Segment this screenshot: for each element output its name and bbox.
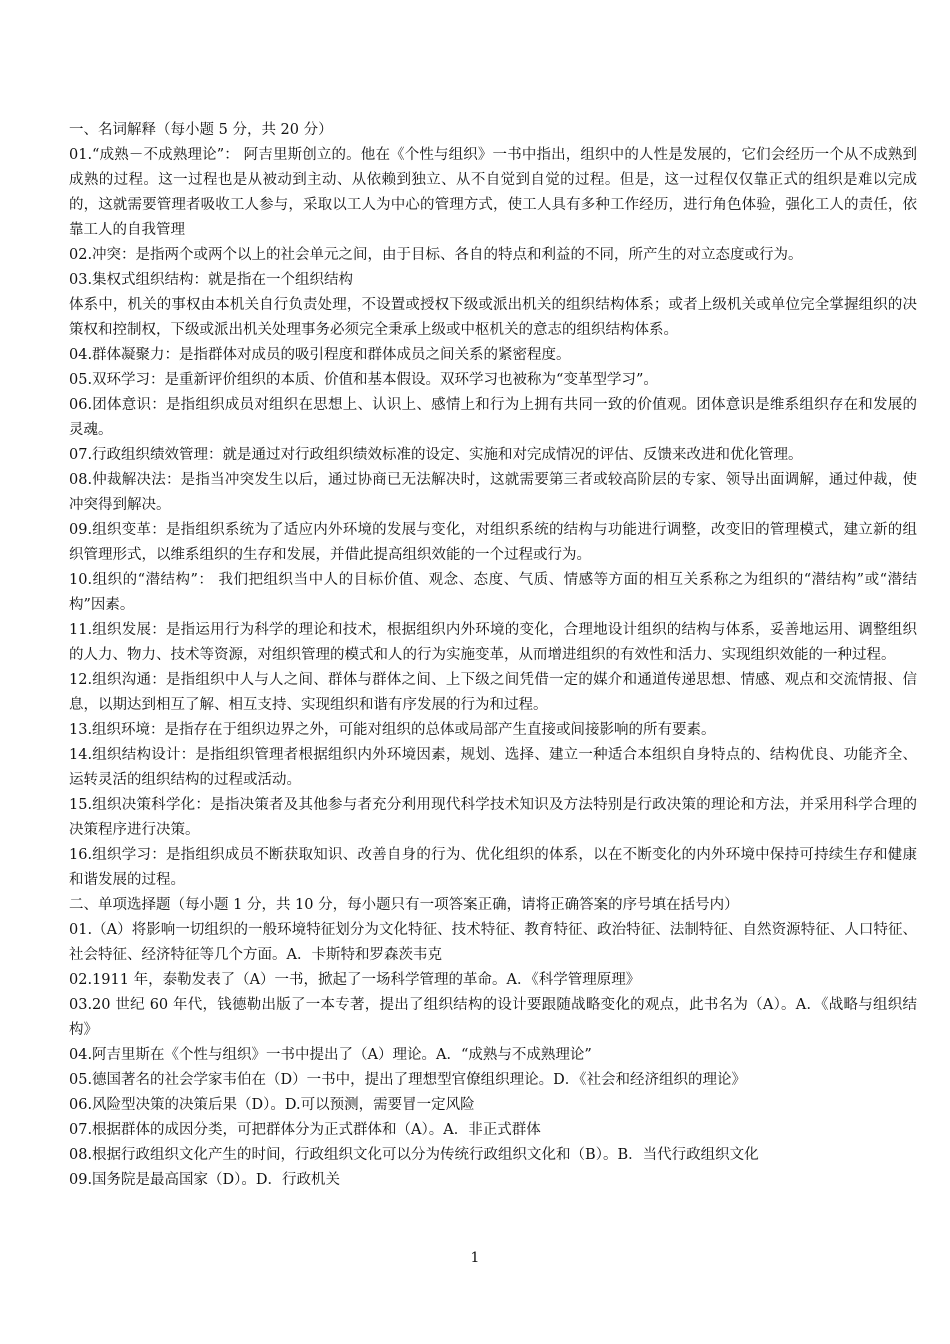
definition-item: 12.组织沟通：是指组织中人与人之间、群体与群体之间、上下级之间凭借一定的媒介和通道传递思想、情感、观点和交流情报、信息，以期达到相互了解、相互支持、实现组织和谐有序发展的行为和过程。	[69, 672, 917, 713]
choice-item: 05.德国著名的社会学家韦伯在（D）一书中，提出了理想型官僚组织理论。D．《社会和经济组织的理论》	[69, 1072, 747, 1088]
definition-item: 06.团体意识：是指组织成员对组织在思想上、认识上、感情上和行为上拥有共同一致的价值观。团体意识是维系组织存在和发展的灵魂。	[69, 397, 917, 438]
section-heading-multiple-choice: 二、单项选择题（每小题 1 分，共 10 分，每小题只有一项答案正确，请将正确答案的序号填在括号内）	[69, 897, 739, 913]
choice-item: 06.风险型决策的决策后果（D）。D.可以预测，需要冒一定风险	[69, 1097, 475, 1113]
choice-item: 08.根据行政组织文化产生的时间，行政组织文化可以分为传统行政组织文化和（B）。B．当代行政组织文化	[69, 1147, 759, 1163]
document-body	[69, 118, 917, 1193]
definition-item: 11.组织发展：是指运用行为科学的理论和技术，根据组织内外环境的变化，合理地设计组织的结构与体系，妥善地运用、调整组织的人力、物力、技术等资源，对组织管理的模式和人的行为实施变革，从而增进组织的有效性和活力、实现组织效能的一种过程。	[69, 622, 917, 663]
choice-item: 01.（A）将影响一切组织的一般环境特征划分为文化特征、技术特征、教育特征、政治特征、法制特征、自然资源特征、人口特征、社会特征、经济特征等几个方面。A．卡斯特和罗森茨韦克	[69, 922, 917, 963]
choice-item: 03.20 世纪 60 年代，钱德勒出版了一本专著，提出了组织结构的设计要跟随战略变化的观点，此书名为（A）。A．《战略与组织结构》	[69, 997, 917, 1038]
choice-item: 02.1911 年，泰勒发表了（A）一书，掀起了一场科学管理的革命。A．《科学管理原理》	[69, 972, 641, 988]
section-heading-definitions: 一、名词解释（每小题 5 分，共 20 分）	[69, 122, 333, 138]
definition-item: 体系中，机关的事权由本机关自行负责处理，不设置或授权下级或派出机关的组织结构体系；或者上级机关或单位完全掌握组织的决策权和控制权，下级或派出机关处理事务必须完全秉承上级或中枢机关的意志的组织结构体系。	[69, 297, 917, 338]
definition-item: 02.冲突：是指两个或两个以上的社会单元之间，由于目标、各自的特点和利益的不同，所产生的对立态度或行为。	[69, 247, 803, 263]
definition-item: 16.组织学习：是指组织成员不断获取知识、改善自身的行为、优化组织的体系，以在不断变化的内外环境中保持可持续生存和健康和谐发展的过程。	[69, 847, 917, 888]
definition-item: 08.仲裁解决法：是指当冲突发生以后，通过协商已无法解决时，这就需要第三者或较高阶层的专家、领导出面调解，通过仲裁，使冲突得到解决。	[69, 472, 917, 513]
definition-item: 05.双环学习：是重新评价组织的本质、价值和基本假设。双环学习也被称为“变革型学习”。	[69, 372, 658, 388]
definition-item: 03.集权式组织结构：就是指在一个组织结构	[69, 272, 354, 288]
definition-item: 14.组织结构设计：是指组织管理者根据组织内外环境因素，规划、选择、建立一种适合本组织自身特点的、结构优良、功能齐全、运转灵活的组织结构的过程或活动。	[69, 747, 917, 788]
choice-item: 07.根据群体的成因分类，可把群体分为正式群体和（A）。A．非正式群体	[69, 1122, 541, 1138]
definition-item: 13.组织环境：是指存在于组织边界之外，可能对组织的总体或局部产生直接或间接影响的所有要素。	[69, 722, 716, 738]
definition-item: 10.组织的“潜结构”： 我们把组织当中人的目标价值、观念、态度、气质、情感等方面的相互关系称之为组织的“潜结构”或“潜结构”因素。	[69, 572, 917, 613]
definition-item: 15.组织决策科学化：是指决策者及其他参与者充分利用现代科学技术知识及方法特别是行政决策的理论和方法，并采用科学合理的决策程序进行决策。	[69, 797, 917, 838]
choice-item: 09.国务院是最高国家（D）。D．行政机关	[69, 1172, 341, 1188]
definition-item: 09.组织变革：是指组织系统为了适应内外环境的发展与变化，对组织系统的结构与功能进行调整，改变旧的管理模式，建立新的组织管理形式，以维系组织的生存和发展，并借此提高组织效能的一个过程或行为。	[69, 522, 917, 563]
definition-item: 07.行政组织绩效管理：就是通过对行政组织绩效标准的设定、实施和对完成情况的评估、反馈来改进和优化管理。	[69, 447, 803, 463]
choice-item: 04.阿吉里斯在《个性与组织》一书中提出了（A）理论。A．“成熟与不成熟理论”	[69, 1047, 592, 1063]
definition-item: 01.“成熟－不成熟理论”： 阿吉里斯创立的。他在《个性与组织》一书中指出，组织中的人性是发展的，它们会经历一个从不成熟到成熟的过程。这一过程也是从被动到主动、从依赖到独立、从不自觉到自觉的过程。但是，这一过程仅仅靠正式的组织是难以完成的，这就需要管理者吸收工人参与，采取以工人为中心的管理方式，使工人具有多种工作经历，进行角色体验，强化工人的责任，依靠工人的自我管理	[69, 147, 917, 238]
page-number: 1	[470, 1250, 480, 1266]
definition-item: 04.群体凝聚力：是指群体对成员的吸引程度和群体成员之间关系的紧密程度。	[69, 347, 571, 363]
